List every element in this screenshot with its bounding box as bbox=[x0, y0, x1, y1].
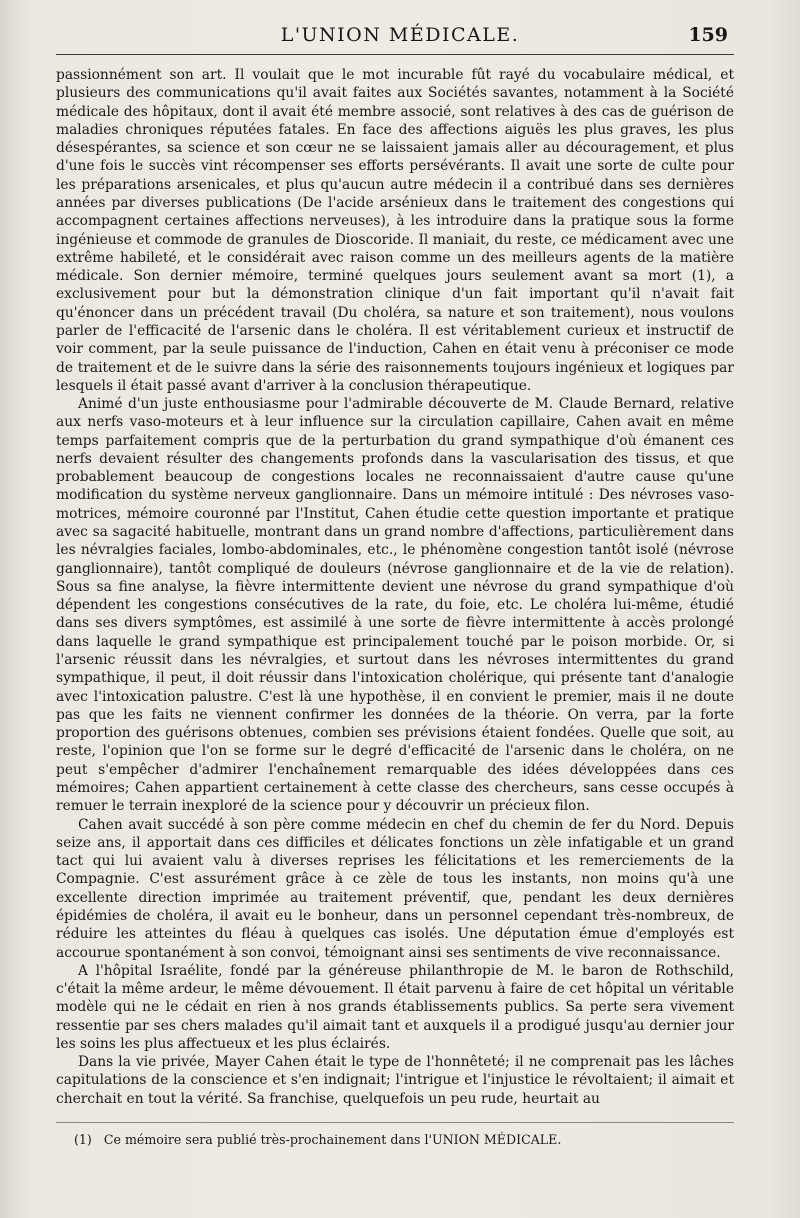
page-header bbox=[0, 20, 800, 54]
footnote-text: Ce mémoire sera publié très-prochainement dans l'UNION MÉDICALE. bbox=[103, 1132, 562, 1147]
paragraph-2: Animé d'un juste enthousiasme pour l'admirable découverte de M. Claude Bernard, relative aux nerfs vaso-moteurs et à leur influence sur la circulation capillaire, Cahen avait en même temps parfaitement compris que de la perturbation du grand sympathique d'où émanent ces nerfs devaient résulter des changements profonds dans la vascularisation des tissus, et que probablement beaucoup de congestions locales ne reconnaissaient d'autre cause qu'une modification du système nerveux ganglionnaire. Dans un mémoire intitulé : Des névroses vaso-motrices, mémoire couronné par l'Institut, Cahen étudie cette question importante et pratique avec sa sagacité habituelle, montrant dans un grand nombre d'affections, particulièrement dans les névralgies faciales, lombo-abdominales, etc., le phénomène congestion tantôt isolé (névrose ganglionnaire), tantôt compliqué de douleurs (névrose ganglionnaire et de la vie de relation). Sous sa fine analyse, la fièvre intermittente devient une névrose du grand sympathique d'où dépendent les congestions consécutives de la rate, du foie, etc. Le choléra lui-même, étudié dans ses divers symptômes, est assimilé à une sorte de fièvre intermittente à accès prolongé dans laquelle le grand sympathique est principalement touché par le poison morbide. Or, si l'arsenic réussit dans les névralgies, et surtout dans les névroses intermittentes du grand sympathique, il peut, il doit réussir dans l'intoxication cholérique, qui présente tant d'analogie avec l'intoxication palustre. C'est là une hypothèse, il en convient le premier, mais il ne doute pas que les faits ne viennent confirmer les données de la théorie. On verra, par la forte proportion des guérisons obtenues, combien ses prévisions étaient fondées. Quelle que soit, au reste, l'opinion que l'on se forme sur le degré d'efficacité de l'arsenic dans le choléra, on ne peut s'empêcher d'admirer l'enchaînement remarquable des idées développées dans ces mémoires; Cahen appartient certainement à cette classe des chercheurs, sans cesse occupés à remuer le terrain inexploré de la science pour y découvrir un précieux filon. bbox=[56, 396, 734, 815]
footnote bbox=[74, 1132, 734, 1148]
footnote-rule bbox=[56, 1122, 734, 1123]
paragraph-1: passionnément son art. Il voulait que le mot incurable fût rayé du vocabulaire médical, et plusieurs des communications qu'il avait faites aux Sociétés savantes, notamment à la Société médicale des hôpitaux, dont il avait été membre associé, sont relatives à des cas de guérison de maladies chroniques réputées fatales. En face des affections aiguës les plus graves, les plus désespérantes, sa science et son cœur ne se laissaient jamais aller au découragement, et plus d'une fois le succès vint récompenser ses efforts persévérants. Il avait une sorte de culte pour les préparations arsenicales, et plus qu'aucun autre médecin il a contribué dans ses dernières années par diverses publications (De l'acide arsénieux dans le traitement des congestions qui accompagnent certaines affections nerveuses), à les introduire dans la pratique sous la forme ingénieuse et commode de granules de Dioscoride. Il maniait, du reste, ce médicament avec une extrême habileté, et le considérait avec raison comme un des meilleurs agents de la matière médicale. Son dernier mémoire, terminé quelques jours seulement avant sa mort (1), a exclusivement pour but la démonstration clinique d'un fait important qu'il n'avait fait qu'énoncer dans un précédent travail (Du choléra, sa nature et son traitement), nous voulons parler de l'efficacité de l'arsenic dans le choléra. Il est véritablement curieux et instructif de voir comment, par la seule puissance de l'induction, Cahen en était venu à préconiser ce mode de traitement et de le suivre dans la série des raisonnements toujours ingénieux et logiques par lesquels il était passé avant d'arriver à la conclusion thérapeutique. bbox=[56, 67, 734, 394]
header-rule bbox=[56, 54, 734, 55]
paragraph-5: Dans la vie privée, Mayer Cahen était le type de l'honnêteté; il ne comprenait pas les lâches capitulations de la conscience et s'en indignait; l'intrigue et l'injustice le révoltaient; il aimait et cherchait en tout la vérité. Sa franchise, quelquefois un peu rude, heurtait au bbox=[56, 1054, 734, 1107]
paragraph-4: A l'hôpital Israélite, fondé par la généreuse philanthropie de M. le baron de Rothschild, c'était la même ardeur, le même dévouement. Il était parvenu à faire de cet hôpital un véritable modèle qui ne le cédait en rien à nos grands établissements publics. Sa perte sera vivement ressentie par ses chers malades qu'il aimait tant et auxquels il a prodigué jusqu'au dernier jour les soins les plus affectueux et les plus éclairés. bbox=[56, 962, 734, 1052]
page-number: 159 bbox=[688, 24, 728, 46]
running-title: L'UNION MÉDICALE. bbox=[280, 24, 520, 46]
article-body bbox=[56, 66, 734, 1108]
footnote-marker: (1) bbox=[74, 1132, 92, 1147]
paragraph-3: Cahen avait succédé à son père comme médecin en chef du chemin de fer du Nord. Depuis seize ans, il apportait dans ces difficiles et délicates fonctions un zèle infatigable et un grand tact qui lui avaient valu à diverses reprises les félicitations et les remerciements de la Compagnie. C'est assurément grâce à ce zèle de tous les instants, non moins qu'à une excellente direction imprimée au traitement préventif, que, pendant les deux dernières épidémies de choléra, il avait eu le bonheur, dans un personnel cependant très-nombreux, de réduire les atteintes du fléau à quelques cas isolés. Une députation émue d'employés est accourue spontanément à son convoi, témoignant ainsi ses sentiments de vive reconnaissance. bbox=[56, 816, 734, 961]
